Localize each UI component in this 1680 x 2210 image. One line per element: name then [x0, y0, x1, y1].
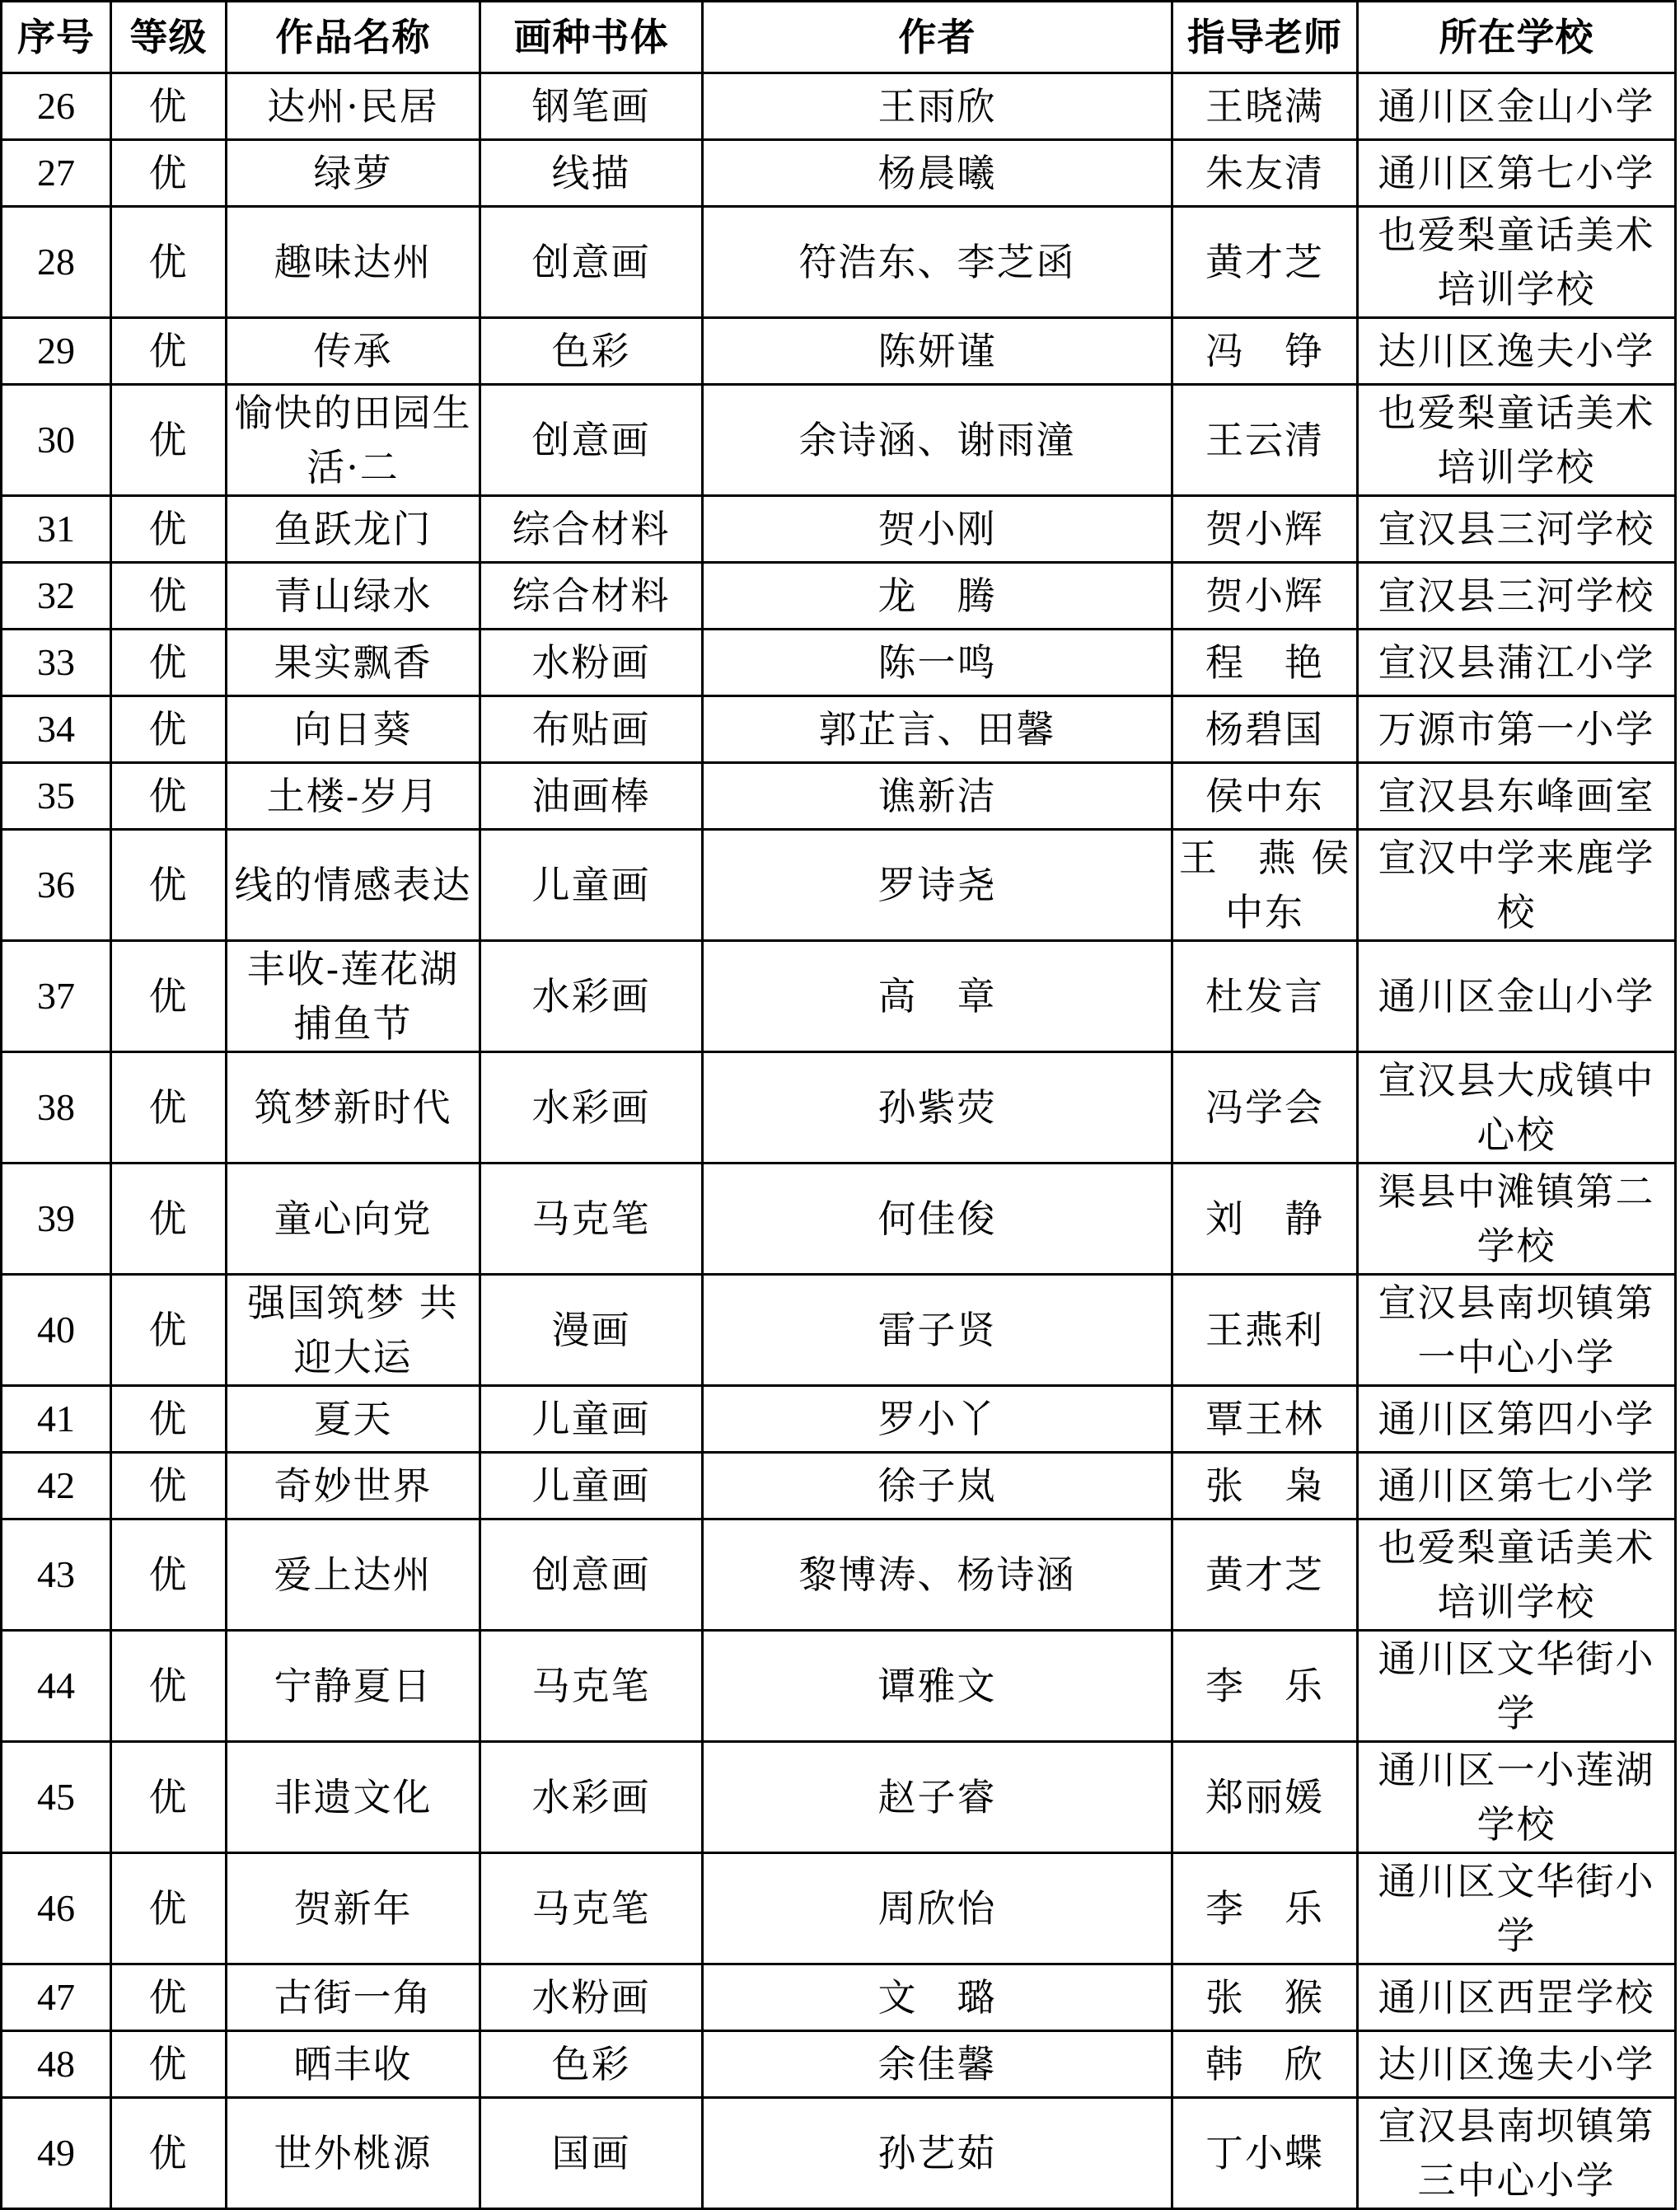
row-author: 余佳馨 — [703, 2031, 1172, 2098]
table-row — [2, 318, 1676, 385]
row-type: 创意画 — [480, 1519, 703, 1631]
table-row — [2, 563, 1676, 630]
row-title: 达州·民居 — [227, 73, 480, 140]
row-title: 晒丰收 — [227, 2031, 480, 2098]
header-author: 作者 — [703, 2, 1172, 73]
row-type: 国画 — [480, 2098, 703, 2209]
row-no: 39 — [2, 1164, 111, 1275]
row-author: 赵子睿 — [703, 1742, 1172, 1853]
row-type: 水彩画 — [480, 941, 703, 1052]
row-author: 龙 腾 — [703, 563, 1172, 630]
row-type: 综合材料 — [480, 563, 703, 630]
table-row — [2, 1631, 1676, 1742]
row-teacher: 冯学会 — [1172, 1052, 1358, 1164]
row-school: 达川区逸夫小学 — [1358, 318, 1676, 385]
row-type: 水粉画 — [480, 1964, 703, 2031]
row-no: 40 — [2, 1275, 111, 1386]
row-school: 宣汉县大成镇中心校 — [1358, 1052, 1676, 1164]
row-title: 丰收-莲花湖捕鱼节 — [227, 941, 480, 1052]
row-no: 45 — [2, 1742, 111, 1853]
header-grade: 等级 — [111, 2, 227, 73]
row-teacher: 冯 铮 — [1172, 318, 1358, 385]
row-grade: 优 — [111, 830, 227, 941]
row-type: 创意画 — [480, 207, 703, 318]
row-school: 宣汉县南坝镇第一中心小学 — [1358, 1275, 1676, 1386]
row-title: 青山绿水 — [227, 563, 480, 630]
row-type: 水彩画 — [480, 1052, 703, 1164]
table-row — [2, 1052, 1676, 1164]
row-school: 也爱梨童话美术培训学校 — [1358, 1519, 1676, 1631]
row-type: 儿童画 — [480, 830, 703, 941]
row-title: 宁静夏日 — [227, 1631, 480, 1742]
row-school: 通川区西罡学校 — [1358, 1964, 1676, 2031]
row-type: 漫画 — [480, 1275, 703, 1386]
table-row — [2, 1164, 1676, 1275]
row-title: 夏天 — [227, 1386, 480, 1453]
table-row — [2, 696, 1676, 763]
row-teacher: 刘 静 — [1172, 1164, 1358, 1275]
row-teacher: 侯中东 — [1172, 763, 1358, 830]
row-type: 马克笔 — [480, 1164, 703, 1275]
table-row — [2, 1519, 1676, 1631]
row-teacher: 王燕利 — [1172, 1275, 1358, 1386]
row-type: 儿童画 — [480, 1453, 703, 1519]
row-teacher: 张 猴 — [1172, 1964, 1358, 2031]
row-teacher: 杜发言 — [1172, 941, 1358, 1052]
row-school: 通川区一小莲湖学校 — [1358, 1742, 1676, 1853]
row-author: 文 璐 — [703, 1964, 1172, 2031]
row-grade: 优 — [111, 1742, 227, 1853]
row-grade: 优 — [111, 1853, 227, 1964]
row-school: 渠县中滩镇第二学校 — [1358, 1164, 1676, 1275]
row-author: 高 章 — [703, 941, 1172, 1052]
row-teacher: 李 乐 — [1172, 1853, 1358, 1964]
row-no: 47 — [2, 1964, 111, 2031]
row-teacher: 韩 欣 — [1172, 2031, 1358, 2098]
table-row — [2, 1386, 1676, 1453]
row-author: 周欣怡 — [703, 1853, 1172, 1964]
row-title: 贺新年 — [227, 1853, 480, 1964]
row-grade: 优 — [111, 763, 227, 830]
row-author: 雷子贤 — [703, 1275, 1172, 1386]
row-school: 宣汉中学来鹿学校 — [1358, 830, 1676, 941]
row-author: 黎博涛、杨诗涵 — [703, 1519, 1172, 1631]
row-type: 创意画 — [480, 385, 703, 496]
row-teacher: 朱友清 — [1172, 140, 1358, 207]
row-no: 28 — [2, 207, 111, 318]
row-author: 王雨欣 — [703, 73, 1172, 140]
row-author: 杨晨曦 — [703, 140, 1172, 207]
row-type: 综合材料 — [480, 496, 703, 563]
row-teacher: 张 枭 — [1172, 1453, 1358, 1519]
row-grade: 优 — [111, 941, 227, 1052]
row-grade: 优 — [111, 2098, 227, 2209]
row-school: 通川区金山小学 — [1358, 941, 1676, 1052]
row-author: 何佳俊 — [703, 1164, 1172, 1275]
row-type: 儿童画 — [480, 1386, 703, 1453]
row-grade: 优 — [111, 318, 227, 385]
table-row — [2, 385, 1676, 496]
row-school: 通川区第七小学 — [1358, 1453, 1676, 1519]
row-no: 42 — [2, 1453, 111, 1519]
table-row — [2, 763, 1676, 830]
row-no: 29 — [2, 318, 111, 385]
table-row — [2, 1853, 1676, 1964]
row-grade: 优 — [111, 696, 227, 763]
header-type: 画种书体 — [480, 2, 703, 73]
row-grade: 优 — [111, 385, 227, 496]
row-no: 27 — [2, 140, 111, 207]
row-type: 马克笔 — [480, 1631, 703, 1742]
row-type: 色彩 — [480, 318, 703, 385]
row-title: 鱼跃龙门 — [227, 496, 480, 563]
row-author: 罗诗尧 — [703, 830, 1172, 941]
row-author: 孙紫荧 — [703, 1052, 1172, 1164]
row-no: 48 — [2, 2031, 111, 2098]
row-author: 符浩东、李芝函 — [703, 207, 1172, 318]
row-author: 罗小丫 — [703, 1386, 1172, 1453]
header-school: 所在学校 — [1358, 2, 1676, 73]
row-title: 奇妙世界 — [227, 1453, 480, 1519]
row-no: 33 — [2, 630, 111, 696]
row-title: 线的情感表达 — [227, 830, 480, 941]
row-author: 徐子岚 — [703, 1453, 1172, 1519]
row-title: 筑梦新时代 — [227, 1052, 480, 1164]
row-author: 谯新洁 — [703, 763, 1172, 830]
row-teacher: 贺小辉 — [1172, 563, 1358, 630]
row-school: 达川区逸夫小学 — [1358, 2031, 1676, 2098]
row-grade: 优 — [111, 1275, 227, 1386]
row-no: 31 — [2, 496, 111, 563]
row-type: 布贴画 — [480, 696, 703, 763]
row-teacher: 黄才芝 — [1172, 207, 1358, 318]
row-type: 马克笔 — [480, 1853, 703, 1964]
table-row — [2, 830, 1676, 941]
table-row — [2, 1742, 1676, 1853]
row-school: 通川区第七小学 — [1358, 140, 1676, 207]
row-grade: 优 — [111, 496, 227, 563]
table-row — [2, 630, 1676, 696]
row-teacher: 杨碧国 — [1172, 696, 1358, 763]
row-title: 绿萝 — [227, 140, 480, 207]
row-grade: 优 — [111, 207, 227, 318]
row-type: 钢笔画 — [480, 73, 703, 140]
row-no: 44 — [2, 1631, 111, 1742]
row-type: 油画棒 — [480, 763, 703, 830]
header-teacher: 指导老师 — [1172, 2, 1358, 73]
row-grade: 优 — [111, 1964, 227, 2031]
table-row — [2, 73, 1676, 140]
row-school: 宣汉县东峰画室 — [1358, 763, 1676, 830]
row-grade: 优 — [111, 1052, 227, 1164]
row-no: 36 — [2, 830, 111, 941]
row-title: 向日葵 — [227, 696, 480, 763]
row-no: 43 — [2, 1519, 111, 1631]
table-row — [2, 1453, 1676, 1519]
row-title: 古街一角 — [227, 1964, 480, 2031]
row-no: 26 — [2, 73, 111, 140]
row-author: 谭雅文 — [703, 1631, 1172, 1742]
row-author: 贺小刚 — [703, 496, 1172, 563]
table-body — [2, 73, 1676, 2209]
row-grade: 优 — [111, 1519, 227, 1631]
row-title: 趣味达州 — [227, 207, 480, 318]
row-no: 32 — [2, 563, 111, 630]
row-grade: 优 — [111, 630, 227, 696]
row-grade: 优 — [111, 73, 227, 140]
table-row — [2, 2098, 1676, 2209]
row-title: 传承 — [227, 318, 480, 385]
row-teacher: 王晓满 — [1172, 73, 1358, 140]
table-row — [2, 2031, 1676, 2098]
row-grade: 优 — [111, 1164, 227, 1275]
header-no: 序号 — [2, 2, 111, 73]
row-school: 通川区第四小学 — [1358, 1386, 1676, 1453]
row-school: 通川区文华街小学 — [1358, 1631, 1676, 1742]
row-teacher: 程 艳 — [1172, 630, 1358, 696]
row-teacher: 贺小辉 — [1172, 496, 1358, 563]
row-school: 也爱梨童话美术培训学校 — [1358, 385, 1676, 496]
row-teacher: 王 燕 侯中东 — [1172, 830, 1358, 941]
row-school: 宣汉县三河学校 — [1358, 496, 1676, 563]
row-no: 35 — [2, 763, 111, 830]
row-type: 色彩 — [480, 2031, 703, 2098]
row-no: 37 — [2, 941, 111, 1052]
row-school: 宣汉县南坝镇第三中心小学 — [1358, 2098, 1676, 2209]
row-school: 也爱梨童话美术培训学校 — [1358, 207, 1676, 318]
row-no: 41 — [2, 1386, 111, 1453]
row-teacher: 王云清 — [1172, 385, 1358, 496]
row-teacher: 李 乐 — [1172, 1631, 1358, 1742]
row-school: 通川区金山小学 — [1358, 73, 1676, 140]
row-type: 水彩画 — [480, 1742, 703, 1853]
row-school: 万源市第一小学 — [1358, 696, 1676, 763]
row-title: 愉快的田园生活·二 — [227, 385, 480, 496]
row-teacher: 丁小蝶 — [1172, 2098, 1358, 2209]
header-row — [2, 2, 1676, 73]
header-title: 作品名称 — [227, 2, 480, 73]
table-row — [2, 1275, 1676, 1386]
row-teacher: 郑丽媛 — [1172, 1742, 1358, 1853]
row-no: 46 — [2, 1853, 111, 1964]
row-title: 土楼-岁月 — [227, 763, 480, 830]
row-author: 孙艺茹 — [703, 2098, 1172, 2209]
row-school: 宣汉县蒲江小学 — [1358, 630, 1676, 696]
row-teacher: 覃王林 — [1172, 1386, 1358, 1453]
row-author: 陈妍谨 — [703, 318, 1172, 385]
row-no: 34 — [2, 696, 111, 763]
table-row — [2, 496, 1676, 563]
row-no: 30 — [2, 385, 111, 496]
row-title: 非遗文化 — [227, 1742, 480, 1853]
row-grade: 优 — [111, 1631, 227, 1742]
table-row — [2, 140, 1676, 207]
row-no: 49 — [2, 2098, 111, 2209]
row-grade: 优 — [111, 2031, 227, 2098]
table-row — [2, 941, 1676, 1052]
table-row — [2, 207, 1676, 318]
row-grade: 优 — [111, 140, 227, 207]
row-grade: 优 — [111, 1453, 227, 1519]
row-title: 世外桃源 — [227, 2098, 480, 2209]
table-row — [2, 1964, 1676, 2031]
row-title: 强国筑梦 共迎大运 — [227, 1275, 480, 1386]
row-type: 线描 — [480, 140, 703, 207]
row-school: 通川区文华街小学 — [1358, 1853, 1676, 1964]
row-title: 果实飘香 — [227, 630, 480, 696]
row-grade: 优 — [111, 563, 227, 630]
row-title: 童心向党 — [227, 1164, 480, 1275]
row-teacher: 黄才芝 — [1172, 1519, 1358, 1631]
row-no: 38 — [2, 1052, 111, 1164]
row-type: 水粉画 — [480, 630, 703, 696]
row-school: 宣汉县三河学校 — [1358, 563, 1676, 630]
row-author: 郭芷言、田馨 — [703, 696, 1172, 763]
row-grade: 优 — [111, 1386, 227, 1453]
row-author: 陈一鸣 — [703, 630, 1172, 696]
row-title: 爱上达州 — [227, 1519, 480, 1631]
row-author: 余诗涵、谢雨潼 — [703, 385, 1172, 496]
